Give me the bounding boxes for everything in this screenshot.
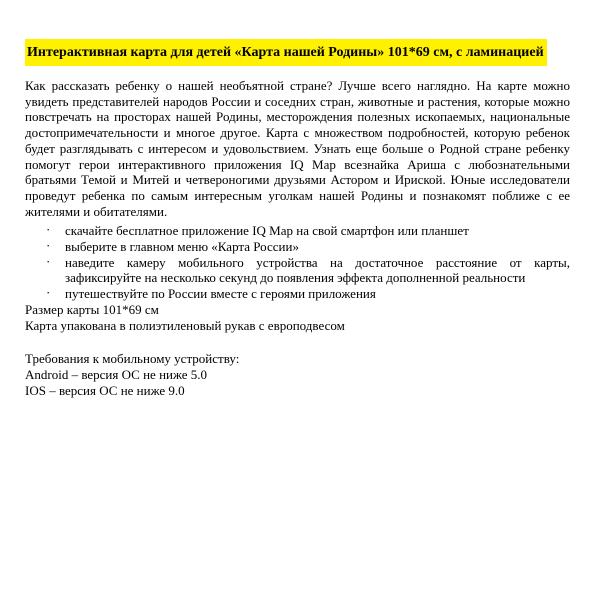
list-item <box>25 286 570 302</box>
requirement-ios: IOS – версия ОС не ниже 9.0 <box>25 382 185 398</box>
bullet-dot-icon: · <box>46 253 51 269</box>
list-item-text: путешествуйте по России вместе с героями приложения <box>65 286 376 302</box>
bullet-dot-icon: · <box>46 285 51 301</box>
list-item-text: наведите камеру мобильного устройства на достаточное расстояние от карты, зафиксируйте на несколько секунд до появления эффекта дополненной реальности <box>65 254 570 286</box>
page-title: Интерактивная карта для детей «Карта нашей Родины» 101*69 см, с ламинацией <box>25 39 547 66</box>
requirements-heading: Требования к мобильному устройству: <box>25 351 240 367</box>
list-item-text: выберите в главном меню «Карта России» <box>65 239 299 255</box>
packaging-text: Карта упакована в полиэтиленовый рукав с европодвесом <box>25 317 345 333</box>
title-line <box>25 39 570 66</box>
list-item <box>25 255 570 286</box>
bullet-dot-icon: · <box>46 238 51 254</box>
list-item <box>25 239 570 255</box>
map-size-text: Размер карты 101*69 см <box>25 301 159 317</box>
intro-paragraph: Как рассказать ребенку о нашей необъятной стране? Лучше всего наглядно. На карте можно увидеть представителей народов России и соседних стран, животные и растения, которые можно повстречать на просторах нашей Родины, месторождения полезных ископаемых, национальные достопримечательности и многое другое. Карта с множеством подробностей, которую ребенок будет разглядывать с интересом и удовольствием. Узнать еще больше о Родной стране ребенку помогут герои интерактивного приложения IQ Map всезнайка Ариша с любознательными братьями Темой и Митей и четвероногими друзьями Астором и Ириской. Юные исследователи проведут ребенка по самым интересным уголкам нашей Родины и познакомят поближе с ее жителями и обитателями. <box>25 78 570 219</box>
list-item <box>25 223 570 239</box>
requirement-android: Android – версия ОС не ниже 5.0 <box>25 366 208 382</box>
app-instructions-list <box>25 223 570 302</box>
list-item-text: скачайте бесплатное приложение IQ Map на свой смартфон или планшет <box>65 223 469 239</box>
bullet-dot-icon: · <box>46 222 51 238</box>
